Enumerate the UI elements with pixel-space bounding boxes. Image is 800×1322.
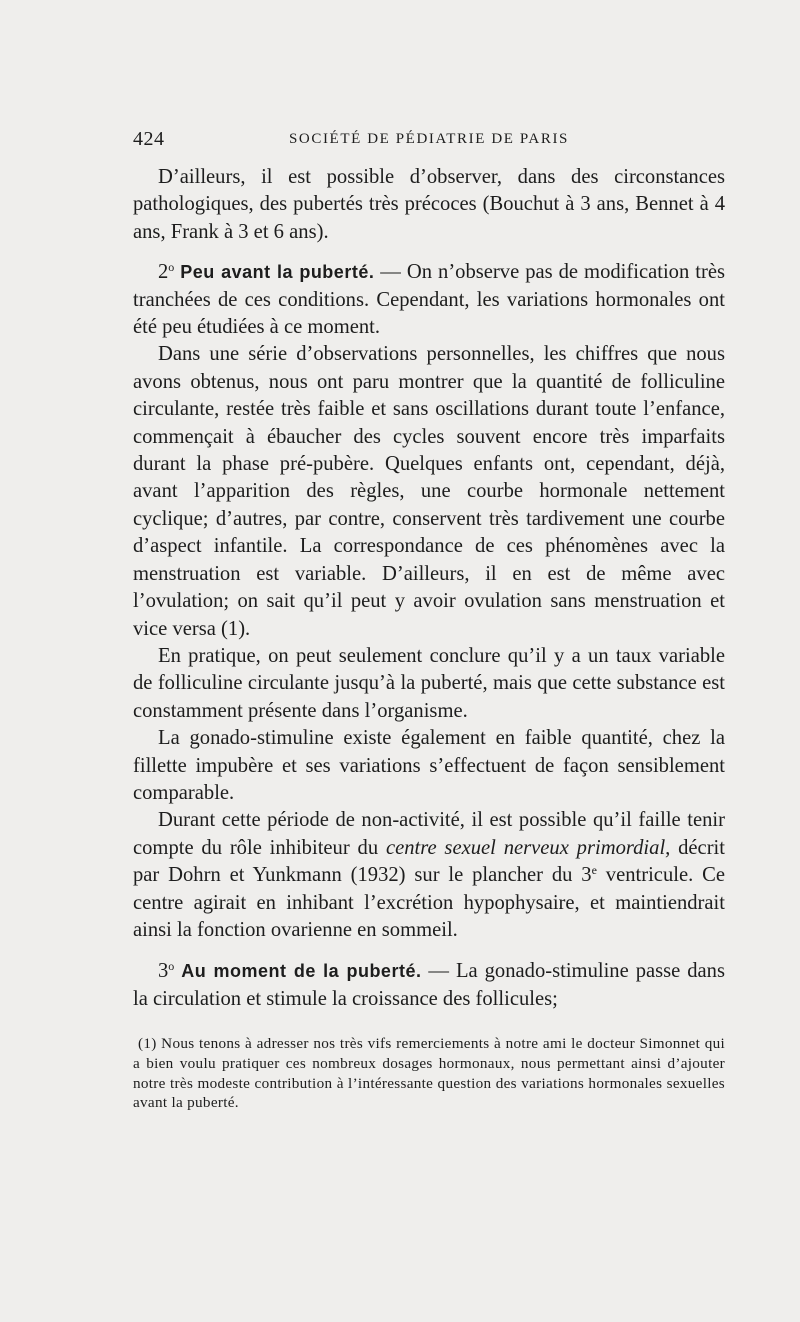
section-number: 3 — [158, 960, 169, 983]
footnotes — [133, 1034, 725, 1113]
ventricle-ordinal: e — [591, 863, 597, 878]
section-ordinal: o — [168, 959, 175, 974]
section-at-puberty — [133, 958, 725, 1013]
paragraph-text-end: ventricule. Ce centre agirait en inhibant l’excrétion hypophysaire, et maintiendrait ainsi la fonction ovarienne en sommeil. — [133, 864, 725, 941]
paragraph-inactivity-period — [133, 807, 725, 944]
section-heading: Peu avant la puberté. — [180, 262, 375, 283]
section-text: — La gonado-stimuline passe dans la circulation et stimule la croissance des follicules; — [133, 960, 725, 1010]
paragraph-text-start: Durant cette période de non-activité, il est possible qu’il faille tenir compte du rôle inhibiteur du — [133, 809, 725, 859]
footnote-1: (1) Nous tenons à adresser nos très vifs remerciements à notre ami le docteur Simonnet qui a bien voulu pratiquer ces nombreux dosages hormonaux, nous permettant ainsi d’ajouter notre très modeste contribution à l’intéressante question des variations hormonales sexuelles avant la puberté. — [133, 1035, 725, 1112]
body-text — [133, 164, 725, 1013]
paragraph-pathological-puberty: D’ailleurs, il est possible d’observer, dans des circonstances pathologiques, des pubertés très précoces (Bouchut à 3 ans, Bennet à 4 ans, Frank à 3 et 6 ans). — [133, 166, 725, 243]
section-before-puberty — [133, 259, 725, 341]
paragraph-text-middle: décrit par Dohrn et Yunkmann (1932) sur le plancher du 3 — [133, 836, 725, 887]
section-text: — On n’observe pas de modification très tranchées de ces conditions. Cependant, les variations hormonales ont été peu étudiées à ce moment. — [133, 261, 725, 339]
running-head — [133, 128, 725, 152]
section-number: 2 — [158, 261, 169, 284]
page-number: 424 — [133, 128, 165, 150]
section-ordinal: o — [168, 260, 175, 275]
section-heading: Au moment de la puberté. — [181, 961, 422, 982]
paragraph-in-practice: En pratique, on peut seulement conclure qu’il y a un taux variable de folliculine circulante jusqu’à la puberté, mais que cette substance est constamment présente dans l’organisme. — [133, 644, 725, 722]
journal-title: SOCIÉTÉ DE PÉDIATRIE DE PARIS — [288, 131, 570, 147]
italic-term: centre sexuel nerveux primordial, — [385, 836, 671, 859]
paragraph-gonado-stimuline: La gonado-stimuline existe également en faible quantité, chez la fillette impubère et ses variations s’effectuent de façon sensiblement comparable. — [133, 727, 725, 804]
paragraph-personal-observations: Dans une série d’observations personnelles, les chiffres que nous avons obtenus, nous ont paru montrer que la quantité de folliculine circulante, restée très faible et sans oscillations durant toute l’enfance, commençait à ébaucher des cycles souvent encore très imparfaits durant la phase pré-pubère. Quelques enfants ont, cependant, déjà, avant l’apparition des règles, une courbe hormonale nettement cyclique; d’autres, par contre, conservent très tardivement une courbe d’aspect infantile. La correspondance de ces phénomènes avec la menstruation est variable. D’ailleurs, il en est de même avec l’ovulation; on sait qu’il peut y avoir ovulation sans menstruation et vice versa (1). — [133, 343, 725, 640]
